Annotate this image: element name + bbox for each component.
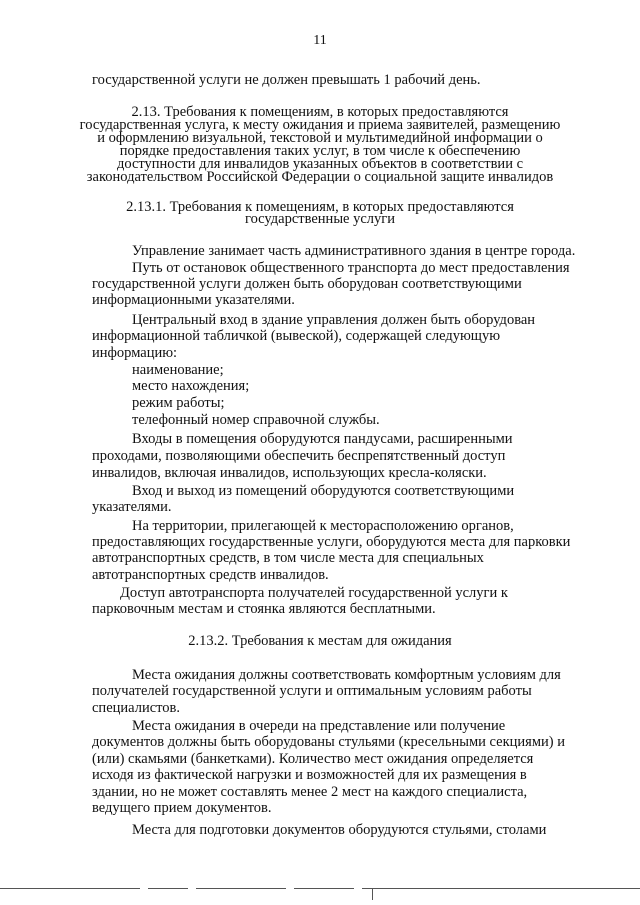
page-number: 11 — [313, 33, 327, 48]
section-2-13-2-heading: 2.13.2. Требования к местам для ожидания — [188, 633, 452, 649]
lead-line: государственной услуги не должен превышать 1 рабочий день. — [92, 72, 481, 88]
